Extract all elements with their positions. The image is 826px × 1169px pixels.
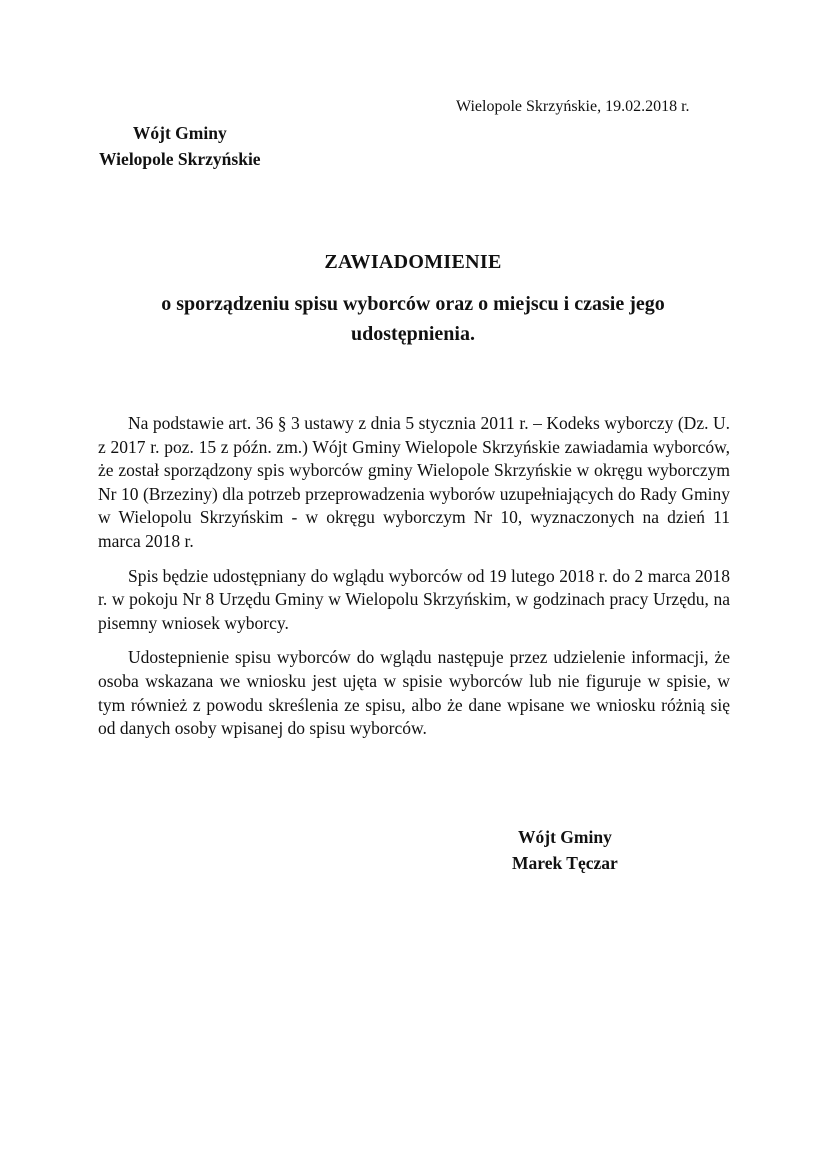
issuer-block (99, 120, 261, 172)
issuer-place: Wielopole Skrzyńskie (99, 149, 261, 169)
notice-body (98, 412, 730, 752)
signature-block (512, 824, 618, 876)
document-date: Wielopole Skrzyńskie, 19.02.2018 r. (456, 98, 690, 115)
issuer-title: Wójt Gminy (132, 123, 227, 143)
notice-title: ZAWIADOMIENIE (324, 251, 502, 273)
signature-title: Wójt Gminy (518, 827, 612, 847)
body-paragraph-legal-basis: Na podstawie art. 36 § 3 ustawy z dnia 5 stycznia 2011 r. – Kodeks wyborczy (Dz. U. z 2017 r. poz. 15 z późn. zm.) Wójt Gminy Wielopole Skrzyńskie zawiadamia wyborców, że został sporządzony spis wyborców gminy Wielopole Skrzyńskie w okręgu wyborczym Nr 10 (Brzeziny) dla potrzeb przeprowadzenia wyborów uzupełniających do Rady Gminy w Wielopolu Skrzyńskim - w okręgu wyborczym Nr 10, wyznaczonych na dzień 11 marca 2018 r. (98, 413, 730, 551)
body-paragraph-availability: Spis będzie udostępniany do wglądu wyborców od 19 lutego 2018 r. do 2 marca 2018 r. w pokoju Nr 8 Urzędu Gminy w Wielopolu Skrzyńskim, w godzinach pracy Urzędu, na pisemny wniosek wyborcy. (98, 565, 730, 633)
signature-name: Marek Tęczar (512, 853, 618, 873)
body-paragraph-procedure: Udostepnienie spisu wyborców do wglądu następuje przez udzielenie informacji, że osoba wskazana we wniosku jest ujęta w spisie wyborców lub nie figuruje w spisie, w tym również z powodu skreślenia ze spisu, albo że dane wpisane we wniosku różnią się od danych osoby wpisanej do spisu wyborców. (98, 647, 730, 739)
notice-subtitle: o sporządzeniu spisu wyborców oraz o miejscu i czasie jego udostępnienia. (161, 293, 665, 345)
